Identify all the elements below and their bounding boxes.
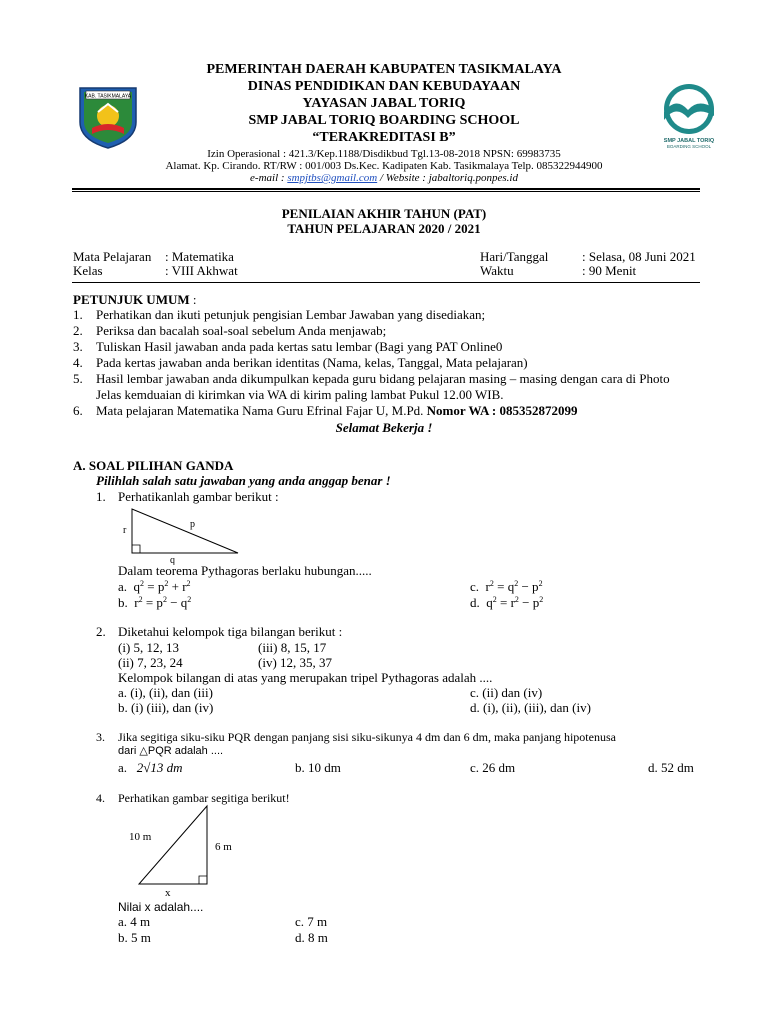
- logo-text-2: BOARDING SCHOOL: [666, 144, 712, 149]
- q4-option-d[interactable]: d. 8 m: [295, 930, 328, 945]
- q2-option-c[interactable]: c. (ii) dan (iv): [470, 685, 543, 700]
- kop-dinas: DINAS PENDIDIKAN DAN KEBUDAYAAN: [247, 79, 521, 94]
- kop-yayasan: YAYASAN JABAL TORIQ: [302, 96, 466, 111]
- q2-set-i: (i) 5, 12, 13: [118, 640, 180, 655]
- petunjuk-item-6-text: Mata pelajaran Matematika Nama Guru Efrinal Fajar U, M.Pd.: [96, 403, 427, 418]
- email-label: e-mail :: [250, 172, 288, 184]
- q2-set-ii: (ii) 7, 23, 24: [118, 655, 183, 670]
- petunjuk-item-6: [96, 403, 578, 419]
- petunjuk-item-3: Tuliskan Hasil jawaban anda pada kertas satu lembar (Bagi yang PAT Online0: [96, 339, 503, 354]
- q3-number: 3.: [96, 730, 105, 744]
- kop-kontak: [0, 172, 768, 184]
- q2-text: Diketahui kelompok tiga bilangan berikut :: [118, 624, 343, 639]
- q4-label-x: x: [165, 887, 171, 899]
- q3-option-a[interactable]: a. 2√13 dm: [118, 760, 183, 775]
- q3-text: Jika segitiga siku-siku PQR dengan panjang sisi siku-sikunya 4 dm dan 6 dm, maka panjang hipotenusa: [118, 730, 616, 744]
- kop-divider-thick: [72, 188, 700, 190]
- petunjuk-title: PETUNJUK UMUM: [73, 292, 190, 307]
- q2-number: 2.: [96, 624, 106, 639]
- nomor-wa: Nomor WA : 085352872099: [426, 403, 578, 418]
- hari-value: : Selasa, 08 Juni 2021: [582, 249, 696, 264]
- q1-label-q: q: [170, 555, 175, 565]
- q2-option-b[interactable]: b. (i) (iii), dan (iv): [118, 700, 214, 715]
- info-divider: [72, 282, 700, 283]
- petunjuk-colon: :: [189, 292, 197, 307]
- waktu-value: : 90 Menit: [582, 263, 637, 278]
- q3-text-2: dari △PQR adalah ....: [118, 745, 224, 757]
- petunjuk-item-2: Periksa dan bacalah soal-soal sebelum Anda menjawab;: [96, 323, 387, 338]
- q4-option-a[interactable]: a. 4 m: [118, 914, 151, 929]
- section-a-title: A. SOAL PILIHAN GANDA: [73, 458, 234, 473]
- q1-option-b[interactable]: b. $r^2 = p^2 - q^2$: [118, 595, 192, 610]
- q4-label-10m: 10 m: [129, 831, 152, 843]
- q1-text: Perhatikanlah gambar berikut :: [118, 489, 279, 504]
- petunjuk-item-4: Pada kertas jawaban anda berikan identitas (Nama, kelas, Tanggal, Mata pelajaran): [96, 355, 528, 370]
- closing-text: Selamat Bekerja !: [335, 420, 433, 435]
- kop-izin: Izin Operasional : 421.3/Kep.1188/Disdikbud Tgl.13-08-2018 NPSN: 69983735: [207, 148, 561, 160]
- q1-option-d[interactable]: d. $q^2 = r^2 - p^2$: [470, 595, 544, 610]
- q2-option-a[interactable]: a. (i), (ii), dan (iii): [118, 685, 213, 700]
- q1-triangle-figure: [120, 505, 245, 565]
- q1-number: 1.: [96, 489, 106, 504]
- q2-stem: Kelompok bilangan di atas yang merupakan tripel Pythagoras adalah ....: [118, 670, 493, 685]
- email-link[interactable]: smpjtbs@gmail.com: [287, 172, 378, 184]
- q1-stem: Dalam teorema Pythagoras berlaku hubungan.....: [118, 563, 372, 578]
- petunjuk-item-5: Hasil lembar jawaban anda dikumpulkan kepada guru bidang pelajaran masing – masing dengan cara di Photo: [96, 371, 670, 386]
- kop-sekolah: SMP JABAL TORIQ BOARDING SCHOOL: [248, 113, 520, 128]
- q1-option-c[interactable]: c. $r^2 = q^2 - p^2$: [470, 579, 543, 594]
- q4-number: 4.: [96, 791, 105, 805]
- q4-option-c[interactable]: c. 7 m: [295, 914, 328, 929]
- petunjuk-item-1: Perhatikan dan ikuti petunjuk pengisian Lembar Jawaban yang disediakan;: [96, 307, 486, 322]
- q1-label-p: p: [190, 519, 195, 530]
- exam-title: PENILAIAN AKHIR TAHUN (PAT): [281, 206, 487, 221]
- section-a-instruction: Pilihlah salah satu jawaban yang anda anggap benar !: [96, 473, 391, 488]
- kop-pemerintah: PEMERINTAH DAERAH KABUPATEN TASIKMALAYA: [206, 62, 562, 77]
- emblem-ribbon-text: KAB. TASIKMALAYA: [84, 93, 132, 100]
- petunjuk-title-row: [73, 292, 197, 308]
- logo-text-1: SMP JABAL TORIQ: [663, 138, 715, 144]
- q1-option-a[interactable]: a. $q^2 = p^2 + r^2$: [118, 579, 191, 594]
- q1-label-r: r: [123, 525, 127, 536]
- q4-option-b[interactable]: b. 5 m: [118, 930, 151, 945]
- mapel-value: : Matematika: [165, 249, 234, 264]
- q3-option-c[interactable]: c. 26 dm: [470, 760, 516, 775]
- mapel-label: Mata Pelajaran: [73, 249, 152, 264]
- kop-alamat: Alamat. Kp. Cirando. RT/RW : 001/003 Ds.Kec. Kadipaten Kab. Tasikmalaya Telp. 085322944900: [165, 160, 603, 172]
- kop-divider-thin: [72, 191, 700, 192]
- q3-option-b[interactable]: b. 10 dm: [295, 760, 341, 775]
- kelas-value: : VIII Akhwat: [165, 263, 238, 278]
- hari-label: Hari/Tanggal: [480, 249, 549, 264]
- q4-stem: Nilai x adalah....: [118, 900, 204, 914]
- website-text: / Website : jabaltoriq.ponpes.id: [377, 172, 518, 184]
- waktu-label: Waktu: [480, 263, 514, 278]
- q4-triangle-figure: [125, 802, 250, 900]
- jabal-toriq-logo-icon: [652, 82, 726, 152]
- kelas-label: Kelas: [73, 263, 103, 278]
- q4-text: Perhatikan gambar segitiga berikut!: [118, 791, 290, 805]
- q2-set-iv: (iv) 12, 35, 37: [258, 655, 333, 670]
- q2-set-iii: (iii) 8, 15, 17: [258, 640, 327, 655]
- q3-option-d[interactable]: d. 52 dm: [648, 760, 694, 775]
- q4-label-6m: 6 m: [215, 841, 232, 853]
- q2-option-d[interactable]: d. (i), (ii), (iii), dan (iv): [470, 700, 591, 715]
- kop-akreditasi: “TERAKREDITASI B”: [312, 130, 456, 145]
- exam-year: TAHUN PELAJARAN 2020 / 2021: [287, 221, 481, 236]
- petunjuk-item-5-cont: Jelas kemduaian di kirimkan via WA di kirim paling lambat Pukul 12.00 WIB.: [96, 387, 504, 402]
